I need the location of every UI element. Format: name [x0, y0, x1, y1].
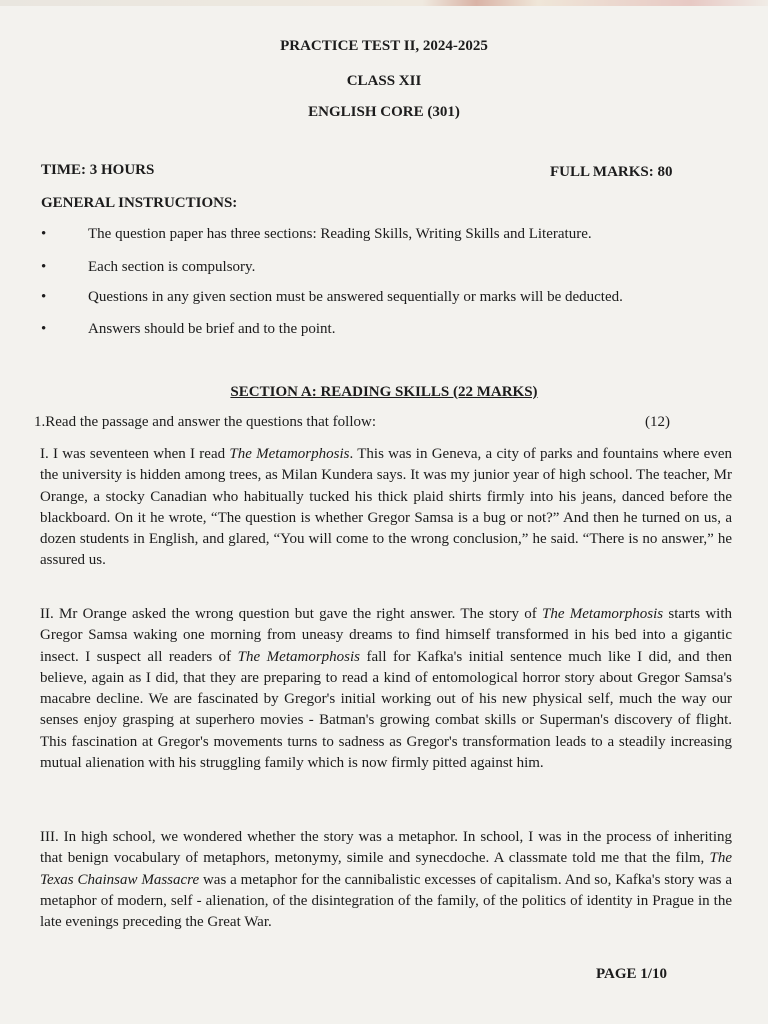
- full-marks-label: FULL MARKS: 80: [550, 164, 673, 180]
- test-title: PRACTICE TEST II, 2024-2025: [280, 38, 488, 54]
- paragraph-text: II. Mr Orange asked the wrong question but gave the right answer. The story of: [40, 606, 542, 622]
- passage-paragraph-3: [40, 827, 732, 933]
- book-title: The Metamorphosis: [229, 446, 350, 462]
- subject-label: ENGLISH CORE (301): [308, 104, 460, 120]
- question-1-prompt: 1.Read the passage and answer the questions that follow:: [34, 414, 376, 430]
- bullet-icon: •: [41, 321, 47, 337]
- page-top-edge: [0, 0, 768, 6]
- instruction-text: Each section is compulsory.: [88, 259, 256, 275]
- paragraph-text: fall for Kafka's initial sentence much like I did, and then believe, again as I did, that they are preparing to read a kind of entomological horror story about Gregor Samsa's macabre decline. We are fascinated by Gregor's initial working out of his new physical self, much the way our senses enjoy grasping at superhero movies - Batman's growing combat skills or Superman's discovery of flight. This fascination at Gregor's movements turns to sadness as Gregor's transformation leads to a steadily increasing mutual alienation with his struggling family which is now firmly pitted against him.: [40, 648, 732, 772]
- passage-paragraph-2: [40, 604, 732, 774]
- instructions-heading: GENERAL INSTRUCTIONS:: [41, 195, 238, 211]
- section-a-heading: SECTION A: READING SKILLS (22 MARKS): [230, 384, 538, 400]
- paragraph-text: starts with Gregor Samsa waking one morning from uneasy dreams to find himself transformed in his bed into a gigantic insect. I suspect all readers of: [40, 606, 732, 665]
- instruction-text: Answers should be brief and to the point.: [88, 321, 336, 337]
- page-number: PAGE 1/10: [596, 966, 667, 982]
- book-title: The Metamorphosis: [542, 606, 664, 622]
- question-1-marks: (12): [645, 414, 670, 430]
- paragraph-text: I. I was seventeen when I read: [40, 446, 230, 462]
- class-label: CLASS XII: [346, 73, 422, 89]
- bullet-icon: •: [41, 289, 47, 305]
- bullet-icon: •: [41, 226, 47, 242]
- time-label: TIME: 3 HOURS: [41, 162, 155, 178]
- bullet-icon: •: [41, 259, 47, 275]
- passage-paragraph-1: [40, 444, 732, 572]
- instruction-text: Questions in any given section must be answered sequentially or marks will be deducted.: [88, 289, 623, 305]
- paragraph-text: III. In high school, we wondered whether the story was a metaphor. In school, I was in the process of inheriting that benign vocabulary of metaphors, metonymy, simile and synecdoche. A classmate told me that the film,: [40, 829, 732, 867]
- film-title: The Texas Chainsaw Massacre: [40, 850, 732, 888]
- paragraph-text: was a metaphor for the cannibalistic excesses of capitalism. And so, Kafka's story was a metaphor of modern, self - alienation, of the disintegration of the family, of the politics of identity in Prague in the late evenings preceding the Great War.: [40, 871, 732, 931]
- instruction-text: The question paper has three sections: Reading Skills, Writing Skills and Literature.: [88, 226, 592, 242]
- paragraph-text: . This was in Geneva, a city of parks and fountains where even the university is hidden among trees, as Milan Kundera says. It was my junior year of high school. The teacher, Mr Orange, a stocky Canadian who habitually tucked his thick plaid shirts firmly into his jeans, danced before the blackboard. On it he wrote, “The question is whether Gregor Samsa is a bug or not?” And then he turned on us, a dozen students in English, and glared, “You will come to the wrong conclusion,” he said. “There is no answer,” he assured us.: [40, 446, 732, 569]
- book-title: The Metamorphosis: [237, 648, 361, 665]
